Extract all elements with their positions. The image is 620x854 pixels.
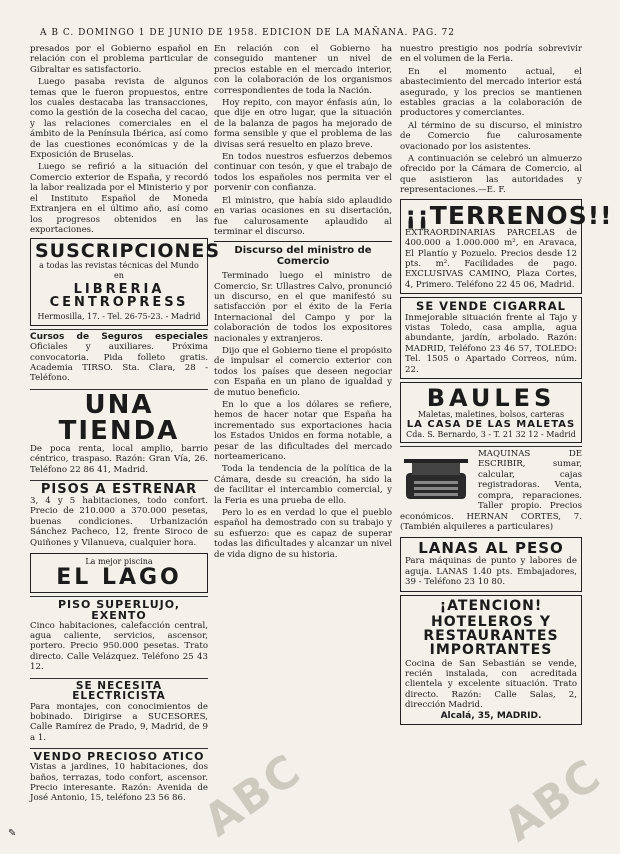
ad-title: SUSCRIPCIONES xyxy=(35,240,221,263)
article-paragraph: Luego pasaba revista de algunos temas que le fueron propuestos, entre los cuales destacaba las transacciones, como la gestión de la cosecha del cacao, y las relaciones comerciales en el ámbito de la Península Ibérica, así como de las cuestiones económicas y de la Exposición de Bruselas. xyxy=(30,77,208,161)
article-paragraph: En todos nuestros esfuerzos debemos continuar con tesón, y que el trabajo de todos los españoles nos permita ver el porvenir con confianza. xyxy=(214,152,392,194)
ad-address: Hermosilla, 17. - Tel. 26-75-23. - Madrid xyxy=(37,312,201,322)
ad-lago xyxy=(30,553,208,593)
watermark-stamp: ABC xyxy=(494,749,611,852)
section-title: Discurso del ministro de Comercio xyxy=(234,245,372,267)
ad-lanas xyxy=(400,537,582,591)
ad-text: 3, 4 y 5 habitaciones, todo confort. Precio de 210.000 a 370.000 pesetas, buenas condiciones. Urbanización Sánchez Pacheco, 12, frente Siroco de Quiñones y Vilanueva, cualquier hora. xyxy=(30,496,208,548)
ad-title: VENDO PRECIOSO ATICO xyxy=(33,750,205,764)
ad-atico xyxy=(30,748,208,806)
divider xyxy=(214,241,392,242)
article-paragraph: nuestro prestigio nos podría sobrevivir en el volumen de la Feria. xyxy=(400,44,582,65)
ad-title: Cursos de Seguros especiales xyxy=(30,331,208,342)
ad-title: SE NECESITA ELECTRICISTA xyxy=(72,679,166,703)
ad-text: La mejor piscina xyxy=(85,557,153,567)
ad-title: PISOS A ESTRENAR xyxy=(40,482,198,498)
ad-text: Vistas a jardines, 10 habitaciones, dos baños, terrazas, todo confort, ascensor. Precio interesante. Razón: Avenida de José Antonio, 15, teléfono 23 56 86. xyxy=(30,762,208,804)
ad-text: Inmejorable situación frente al Tajo y vistas Toledo, casa amplia, agua abundante, jardín, arbolado. Razón: MADRID, Teléfono 23 46 57, TOLEDO: Tel. 1505 o Apartado Correos, núm. 22. xyxy=(405,312,577,375)
ad-title: UNA TIENDA xyxy=(58,389,180,446)
ad-title: LANAS AL PESO xyxy=(418,539,564,558)
watermark-stamp: ABC xyxy=(194,744,311,847)
article-paragraph: Dijo que el Gobierno tiene el propósito de impulsar el comercio exterior con todos los países que deseen negociar con España en un plano de igualdad y de mutuo beneficio. xyxy=(214,345,392,398)
ad-title: ¡ATENCION! xyxy=(439,597,543,614)
ad-cigarral xyxy=(400,297,582,379)
ad-superlujo xyxy=(30,596,208,675)
ad-name: LIBRERIA CENTROPRESS xyxy=(49,282,189,311)
ad-title: BAULES xyxy=(426,384,556,413)
column-middle xyxy=(214,44,392,834)
ad-text: Para montajes, con conocimientos de bobinado. Dirigirse a SUCESORES, Calle Ramírez de Prado, 9, Madrid, de 9 a 1. xyxy=(30,701,208,743)
ad-tienda xyxy=(30,389,208,477)
article-paragraph: Toda la tendencia de la política de la Cámara, desde su creación, ha sido la de facilitar el intercambio comercial, y la Feria es una prueba de ello. xyxy=(214,464,392,506)
ad-baules xyxy=(400,382,582,443)
typewriter-illustration xyxy=(400,451,472,507)
ad-suscripciones xyxy=(30,238,221,326)
article-paragraph: Luego se refirió a la situación del Comercio exterior de España, y recordó la labor realizada por el Ministerio y por el Instituto Español de Moneda Extranjera en el último año, así como los progresos obtenidos en las exportaciones. xyxy=(30,162,208,235)
ad-pisos xyxy=(30,480,208,550)
ad-text: EXTRAORDINARIAS PARCELAS de 400.000 a 1.000.000 m², en Aravaca, El Plantío y Pozuelo. Precios desde 12 pts. m². Facilidades de pago. EXCLUSIVAS CAMINO, Plaza Cortes, 4, Primero. Teléfono 22 45 06, Madrid. xyxy=(405,227,577,290)
article-paragraph: Al término de su discurso, el ministro de Comercio fue calurosamente ovacionado por los asistentes. xyxy=(400,120,582,152)
ad-text: a todas las revistas técnicas del Mundo en xyxy=(39,261,199,280)
ad-maquinas xyxy=(400,446,582,534)
ad-title: ¡¡TERRENOS!! xyxy=(405,200,613,230)
ad-electricista xyxy=(30,678,208,746)
article-paragraph: Hoy repito, con mayor énfasis aún, lo que dije en otro lugar, que la situación de la balanza de pagos ha mejorado de forma sensible y que el problema de las divisas será resuelto en plazo breve. xyxy=(214,98,392,150)
article-paragraph: A continuación se celebró un almuerzo ofrecido por la Cámara de Comercio, al que asistieron las autoridades y representaciones.—E. F. xyxy=(400,154,582,196)
ad-address: Cda. S. Bernardo, 3 - T. 21 32 12 - Madrid xyxy=(406,429,576,439)
article-paragraph: En relación con el Gobierno ha conseguido mantener un nivel de precios estable en el mercado interior, con la colaboración de los organismos correspondientes de toda la Nación. xyxy=(214,44,392,96)
ad-text: Oficiales y auxiliares. Próxima convocatoria. Pida folleto gratis. Academia TIRSO. Sta. Clara, 28 - Teléfono. xyxy=(30,342,208,384)
ad-subtitle: HOTELEROS Y RESTAURANTES IMPORTANTES xyxy=(423,613,559,658)
ad-name: LA CASA DE LAS MALETAS xyxy=(406,418,576,430)
corner-mark: ✎ xyxy=(8,828,17,839)
ad-title: PISO SUPERLUJO, EXENTO xyxy=(57,597,181,622)
ad-text: Cinco habitaciones, calefacción central, agua caliente, servicios, ascensor, portero. Precio 950.000 pesetas. Trato directo. Calle Velázquez. Teléfono 25 43 12. xyxy=(30,620,208,673)
ad-hoteleros xyxy=(400,595,582,725)
article-paragraph: En el momento actual, el abastecimiento del mercado interior está asegurado, y los precios se mantienen estables gracias a la colaboración de productores y comerciantes. xyxy=(400,66,582,119)
ad-text: De poca renta, local amplio, barrio céntrico, traspaso. Razón: Gran Vía, 26. Teléfono 22 86 41, Madrid. xyxy=(30,443,208,475)
ad-seguros xyxy=(30,329,208,386)
column-right xyxy=(400,44,613,834)
ad-text: Para máquinas de punto y labores de aguja. LANAS 1.40 pts. Embajadores, 39 - Teléfono 23 10 80. xyxy=(405,556,577,588)
article-paragraph: El ministro, que había sido aplaudido en varias ocasiones en su disertación, fue calurosamente aplaudido al terminar el discurso. xyxy=(214,195,392,237)
ad-text: MAQUINAS DE ESCRIBIR, sumar, calcular, cajas registradoras. Venta, compra, reparaciones. Taller propio. Precios económicos. HERNAN CORTES, 7. (También alquileres a particulares) xyxy=(400,449,582,532)
article-paragraph: presados por el Gobierno español en relación con el problema particular de Gibraltar es satisfactorio. xyxy=(30,44,208,75)
ad-title: SE VENDE CIGARRAL xyxy=(416,299,566,314)
article-paragraph: Terminado luego el ministro de Comercio, Sr. Ullastres Calvo, pronunció un discurso, en el que manifestó su satisfacción por el éxito de la Feria Internacional del Campo y por la colaboración de todos los expositores nacionales y extranjeros. xyxy=(214,271,392,344)
ad-terrenos xyxy=(400,199,613,294)
article-paragraph: Pero lo es en verdad lo que el pueblo español ha demostrado con su trabajo y su esfuerzo: que es capaz de superar todas las dificultades y alcanzar un nivel de vida digno de su historia. xyxy=(214,508,392,560)
ad-address: Alcalá, 35, MADRID. xyxy=(440,710,542,721)
ad-title: EL LAGO xyxy=(56,564,182,590)
column-left xyxy=(30,44,221,834)
ad-text: Maletas, maletines, bolsos, carteras xyxy=(417,410,565,420)
ad-text: Cocina de San Sebastián se vende, recién instalada, con acreditada clientela y excelente situación. Trato directo. Razón: Calle Salas, 2, dirección Madrid. xyxy=(405,658,577,711)
article-paragraph: En lo que a los dólares se refiere, hemos de hacer notar que España ha incrementado sus exportaciones hacia los Estados Unidos en forma notable, a pesar de las dificultades del mercado norteamericano. xyxy=(214,400,392,463)
page-header: A B C. DOMINGO 1 DE JUNIO DE 1958. EDICION DE LA MAÑANA. PAG. 72 xyxy=(40,28,455,38)
